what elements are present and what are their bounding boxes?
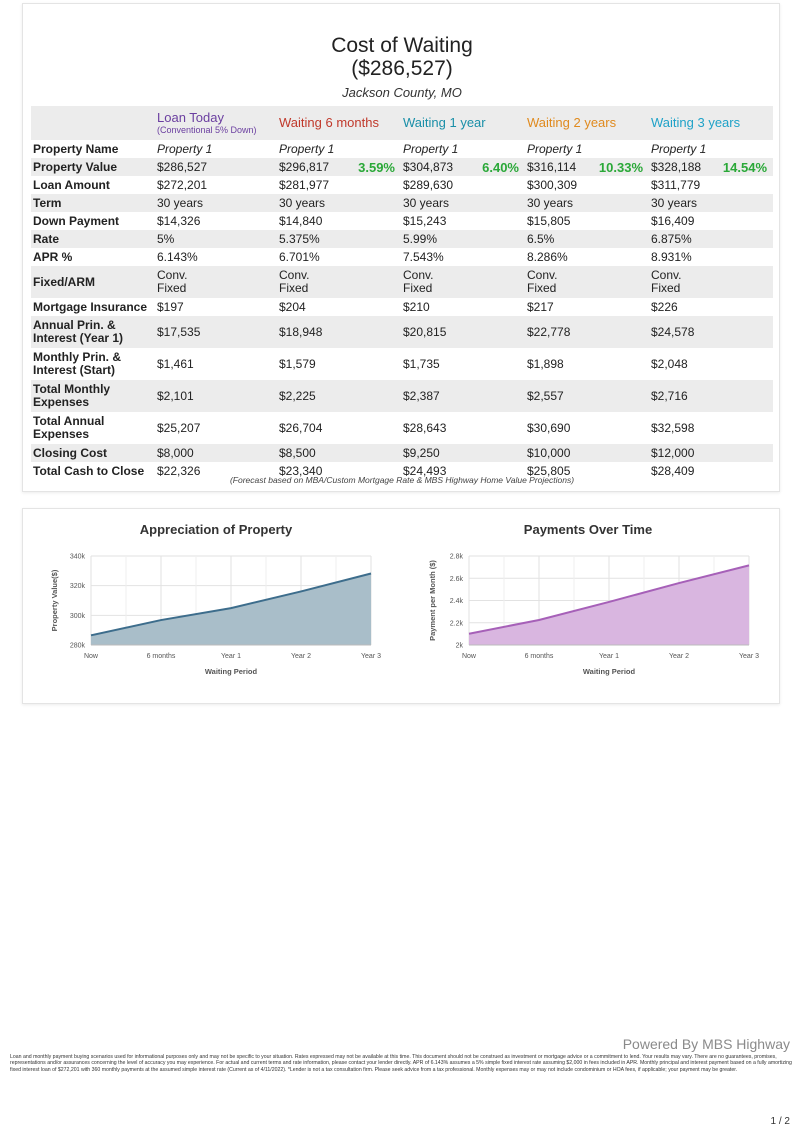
cell-value: $28,409 xyxy=(651,464,695,478)
cell-value: Property 1 xyxy=(651,142,707,156)
cell-value: 5% xyxy=(157,232,175,246)
row-label: Total Cash to Close xyxy=(33,464,145,478)
table-cell xyxy=(401,266,525,298)
cell-value: $210 xyxy=(403,300,430,314)
page-title: Cost of Waiting xyxy=(331,34,473,57)
cell-value: $2,557 xyxy=(527,388,564,403)
cell-value: $226 xyxy=(651,300,678,314)
cell-value: 8.286% xyxy=(527,250,568,264)
column-header xyxy=(649,106,773,140)
cell-value: $8,500 xyxy=(279,446,316,460)
column-header-label: Waiting 2 years xyxy=(527,115,617,130)
cell-value: $272,201 xyxy=(157,178,208,192)
cell-value: Property 1 xyxy=(279,142,335,156)
row-label: Property Name xyxy=(33,142,119,156)
cell-value: 6.143% xyxy=(157,250,198,264)
x-tick-label: Year 3 xyxy=(361,653,381,660)
table-cell xyxy=(649,348,773,380)
table-cell xyxy=(277,212,401,230)
table-cell xyxy=(277,248,401,266)
y-tick-label: 340k xyxy=(69,553,85,561)
table-cell xyxy=(277,158,401,176)
cell-value: $217 xyxy=(527,300,554,314)
table-cell xyxy=(525,212,649,230)
cell-value-line2: Fixed xyxy=(403,281,433,295)
row-label: Rate xyxy=(31,230,155,248)
table-cell xyxy=(525,266,649,298)
table-row xyxy=(31,158,773,176)
cell-value: $17,535 xyxy=(157,324,201,339)
table-row xyxy=(31,248,773,266)
column-header xyxy=(525,106,649,140)
table-cell xyxy=(649,444,773,462)
x-tick-label: 6 months xyxy=(146,653,176,660)
table-cell xyxy=(649,266,773,298)
column-header xyxy=(401,106,525,140)
table-cell xyxy=(155,140,277,158)
cell-value: $25,805 xyxy=(527,464,571,478)
cell-value: $14,840 xyxy=(279,214,323,228)
row-label: Property Value xyxy=(31,158,155,176)
table-cell xyxy=(401,176,525,194)
cell-value: $1,735 xyxy=(403,356,440,371)
x-tick-label: Year 1 xyxy=(599,653,619,660)
cell-value: 30 years xyxy=(279,196,326,210)
table-row xyxy=(31,266,773,298)
cell-value-line2: Fixed xyxy=(651,281,681,295)
y-tick-label: 2k xyxy=(455,642,463,650)
table-cell xyxy=(155,176,277,194)
cell-value: $204 xyxy=(279,300,306,314)
x-axis-label: Waiting Period xyxy=(204,667,258,676)
cell-value: $10,000 xyxy=(527,446,571,460)
x-tick-label: 6 months xyxy=(524,653,554,660)
table-cell xyxy=(155,412,277,444)
column-header-label: Waiting 3 years xyxy=(651,115,741,130)
payments-chart xyxy=(401,509,781,705)
x-tick-label: Now xyxy=(461,653,477,660)
chart-title-appreciation: Appreciation of Property xyxy=(139,522,293,537)
cell-value: 5.375% xyxy=(279,232,320,246)
powered-by: Powered By MBS Highway xyxy=(622,1036,790,1052)
row-label: Down Payment xyxy=(33,214,120,228)
table-cell xyxy=(277,298,401,316)
row-label: Total Monthly Expenses xyxy=(31,380,155,412)
table-cell xyxy=(525,444,649,462)
table-cell xyxy=(155,212,277,230)
column-header-sublabel: (Conventional 5% Down) xyxy=(157,125,257,135)
cell-value: 30 years xyxy=(157,196,204,210)
table-cell xyxy=(277,348,401,380)
x-axis-label: Waiting Period xyxy=(582,667,636,676)
cell-value: 30 years xyxy=(651,196,698,210)
appreciation-percent: 3.59% xyxy=(358,159,395,175)
row-label: Monthly Prin. & Interest (Start) xyxy=(33,350,121,377)
cell-value: $25,207 xyxy=(157,420,201,435)
cell-value: $197 xyxy=(157,300,184,314)
cell-value: 30 years xyxy=(403,196,450,210)
cell-value: $289,630 xyxy=(403,178,454,192)
x-tick-label: Now xyxy=(83,653,99,660)
table-cell xyxy=(401,158,525,176)
table-cell xyxy=(525,230,649,248)
table-row xyxy=(31,444,773,462)
row-label: Closing Cost xyxy=(31,444,155,462)
table-cell xyxy=(155,348,277,380)
cell-value: Property 1 xyxy=(527,142,583,156)
row-label: Total Annual Expenses xyxy=(33,414,105,441)
cell-value: Property 1 xyxy=(157,142,213,156)
cell-value: $32,598 xyxy=(651,420,695,435)
cell-value-line2: Fixed xyxy=(157,281,187,295)
cell-value: $2,225 xyxy=(279,388,316,403)
table-cell xyxy=(401,412,525,444)
cell-value: Conv. xyxy=(157,268,188,282)
cell-value: $2,101 xyxy=(157,388,194,403)
table-cell xyxy=(649,316,773,348)
table-cell xyxy=(525,176,649,194)
x-tick-label: Year 2 xyxy=(669,653,689,660)
y-tick-label: 2.8k xyxy=(449,553,463,561)
table-cell xyxy=(525,158,649,176)
cell-value: $328,188 xyxy=(651,159,702,174)
table-cell xyxy=(525,380,649,412)
cell-value: 30 years xyxy=(527,196,574,210)
table-cell xyxy=(277,230,401,248)
y-tick-label: 300k xyxy=(69,612,85,620)
table-cell xyxy=(277,176,401,194)
table-cell xyxy=(401,316,525,348)
row-label: APR % xyxy=(33,250,73,264)
column-header-label: Waiting 1 year xyxy=(403,115,486,130)
row-label: Mortgage Insurance xyxy=(33,300,148,314)
y-tick-label: 280k xyxy=(69,642,85,650)
x-tick-label: Year 2 xyxy=(291,653,311,660)
cell-value: Conv. xyxy=(527,268,558,282)
y-tick-label: 2.4k xyxy=(449,598,463,605)
cell-value: $16,409 xyxy=(651,214,695,228)
cell-value: Conv. xyxy=(403,268,434,282)
table-cell xyxy=(525,412,649,444)
cell-value: Property 1 xyxy=(403,142,459,156)
table-cell xyxy=(277,140,401,158)
row-label: Fixed/ARM xyxy=(31,266,155,298)
column-header xyxy=(155,106,277,140)
table-cell xyxy=(649,194,773,212)
table-row xyxy=(31,380,773,412)
cell-value: $8,000 xyxy=(157,446,194,460)
table-cell xyxy=(401,194,525,212)
table-cell xyxy=(649,248,773,266)
appreciation-chart xyxy=(23,509,403,705)
cell-value: $18,948 xyxy=(279,324,323,339)
table-cell xyxy=(155,444,277,462)
y-tick-label: 320k xyxy=(69,583,85,591)
table-cell xyxy=(155,316,277,348)
table-row xyxy=(31,298,773,316)
disclaimer-text: Loan and monthly payment buying scenarios used for informational purposes only and may not be specific to your situation. Rates expressed may not be available at this time. This document should not be construed as investment or mortgage advice or a commitment to lend. Your results may vary. There are no guarantees, promises, representations and/or assurances concerning the level of accuracy you may experience. For actual and current terms and rate information, please contact your lender directly. APR of 6.143% assumes a 5% simple fixed interest rate assuming $2,000 in fees included in APR. Monthly principal and interest payment based on a fully amortizing fixed interest loan of $272,201 with 360 monthly payments at the assumed simple interest rate (Current as of 4/11/2022). *Lender is not a tax consultation firm. Please seek advice from a tax professional. Monthly expenses may or may not include condominium or HOA fees, if applicable; your payment may be greater. xyxy=(10,1054,792,1073)
table-cell xyxy=(649,298,773,316)
y-axis-label: Property Value($) xyxy=(50,569,59,632)
table-cell xyxy=(649,230,773,248)
y-tick-label: 2.2k xyxy=(449,620,463,628)
appreciation-percent: 10.33% xyxy=(598,159,643,175)
table-cell xyxy=(155,248,277,266)
cell-value: $9,250 xyxy=(403,446,440,460)
table-cell xyxy=(155,230,277,248)
cell-value: $311,779 xyxy=(651,178,701,192)
cell-value: $286,527 xyxy=(157,160,208,174)
x-tick-label: Year 3 xyxy=(739,653,759,660)
cell-value-line2: Fixed xyxy=(279,281,309,295)
table-cell xyxy=(277,316,401,348)
cell-value: $22,778 xyxy=(527,324,571,339)
table-cell xyxy=(525,316,649,348)
table-cell xyxy=(525,140,649,158)
cell-value: $304,873 xyxy=(403,159,454,174)
cell-value: $2,716 xyxy=(651,388,688,403)
cell-value: 6.875% xyxy=(651,232,692,246)
cell-value: $12,000 xyxy=(651,446,695,460)
table-row xyxy=(31,140,773,158)
cell-value: $30,690 xyxy=(527,420,571,435)
table-cell xyxy=(649,212,773,230)
row-label: Term xyxy=(31,194,155,212)
table-cell xyxy=(155,266,277,298)
x-tick-label: Year 1 xyxy=(221,653,241,660)
cell-value: $1,898 xyxy=(527,356,564,371)
table-row xyxy=(31,176,773,194)
cell-value: $15,805 xyxy=(527,214,571,228)
cell-value: $15,243 xyxy=(403,214,447,228)
cell-value: $24,578 xyxy=(651,324,695,339)
table-cell xyxy=(649,158,773,176)
cell-value: Conv. xyxy=(279,268,310,282)
table-cell xyxy=(277,380,401,412)
table-cell xyxy=(401,140,525,158)
column-header-label: Loan Today xyxy=(157,110,224,125)
table-row xyxy=(31,348,773,380)
page-title-amount: ($286,527) xyxy=(351,57,453,80)
table-row xyxy=(31,212,773,230)
table-cell xyxy=(525,348,649,380)
table-cell xyxy=(401,298,525,316)
table-cell xyxy=(277,194,401,212)
table-row xyxy=(31,194,773,212)
table-cell xyxy=(525,194,649,212)
table-cell xyxy=(401,444,525,462)
cell-value: 8.931% xyxy=(651,250,692,264)
cell-value: 5.99% xyxy=(403,232,438,246)
header-blank-cell xyxy=(31,106,155,140)
row-label: Loan Amount xyxy=(33,178,110,192)
cell-value: $2,048 xyxy=(651,356,688,371)
cell-value: $316,114 xyxy=(527,159,577,174)
row-label: Annual Prin. & Interest (Year 1) xyxy=(31,316,155,348)
table-cell xyxy=(525,298,649,316)
table-cell xyxy=(401,230,525,248)
y-axis-label: Payment per Month ($) xyxy=(428,560,437,641)
cell-value: $1,461 xyxy=(157,356,194,371)
table-cell xyxy=(155,298,277,316)
table-cell xyxy=(401,212,525,230)
cell-value: $26,704 xyxy=(279,420,323,435)
cell-value: $14,326 xyxy=(157,214,201,228)
table-cell xyxy=(525,248,649,266)
cell-value: $300,309 xyxy=(527,178,578,192)
table-cell xyxy=(155,380,277,412)
forecast-note: (Forecast based on MBA/Custom Mortgage Rate & MBS Highway Home Value Projections) xyxy=(229,475,575,485)
chart-title-payments: Payments Over Time xyxy=(523,522,653,537)
cell-value: $1,579 xyxy=(279,356,316,371)
table-row xyxy=(31,412,773,444)
table-cell xyxy=(649,176,773,194)
table-row xyxy=(31,230,773,248)
table-cell xyxy=(649,140,773,158)
location-subtitle: Jackson County, MO xyxy=(342,85,462,100)
cell-value: $296,817 xyxy=(279,159,330,174)
cell-value: $28,643 xyxy=(403,420,447,435)
table-cell xyxy=(277,412,401,444)
table-cell xyxy=(277,444,401,462)
table-cell xyxy=(401,380,525,412)
y-tick-label: 2.6k xyxy=(449,575,463,583)
comparison-table xyxy=(31,106,773,480)
table-cell xyxy=(401,348,525,380)
table-cell xyxy=(649,380,773,412)
column-header-label: Waiting 6 months xyxy=(279,115,379,130)
appreciation-percent: 14.54% xyxy=(722,159,767,175)
cell-value-line2: Fixed xyxy=(527,281,557,295)
cell-value: $2,387 xyxy=(403,388,440,403)
cell-value: 6.5% xyxy=(527,232,555,246)
table-cell xyxy=(277,266,401,298)
table-cell xyxy=(649,412,773,444)
table-cell xyxy=(401,248,525,266)
column-header xyxy=(277,106,401,140)
charts-card xyxy=(22,508,780,704)
cost-of-waiting-card xyxy=(22,3,780,492)
cell-value: $281,977 xyxy=(279,178,330,192)
cell-value: 6.701% xyxy=(279,250,320,264)
table-cell xyxy=(155,158,277,176)
table-cell xyxy=(155,194,277,212)
cell-value: Conv. xyxy=(651,268,682,282)
page-number: 1 / 2 xyxy=(770,1116,790,1127)
appreciation-percent: 6.40% xyxy=(482,159,519,175)
cell-value: $20,815 xyxy=(403,324,447,339)
cell-value: $22,326 xyxy=(157,464,201,478)
cell-value: 7.543% xyxy=(403,250,444,264)
cell-value: $23,340 xyxy=(279,464,323,478)
table-row xyxy=(31,316,773,348)
cell-value: $24,493 xyxy=(403,464,447,478)
